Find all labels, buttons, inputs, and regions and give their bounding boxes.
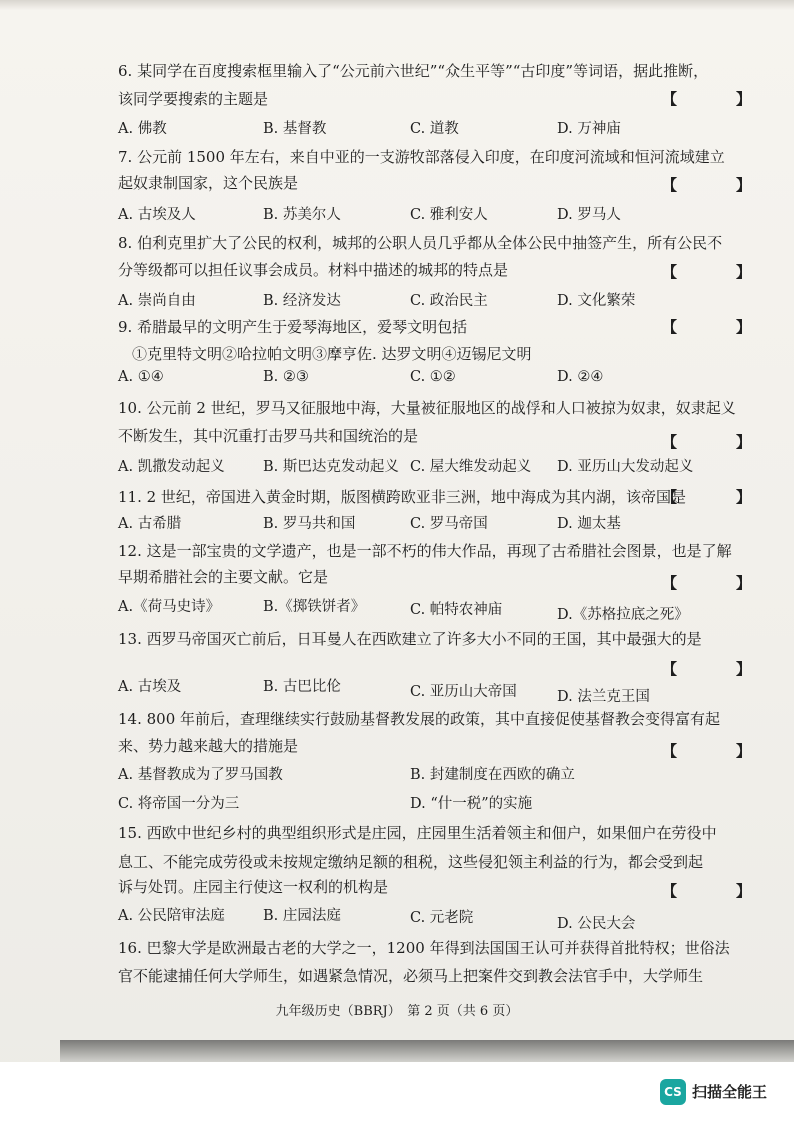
question-10-option-a: A. 凯撒发动起义 [118, 459, 225, 475]
answer-bracket-12: 【 】 [662, 574, 774, 592]
question-8-option-b: B. 经济发达 [263, 293, 341, 309]
question-13-option-a: A. 古埃及 [118, 679, 182, 695]
question-7-option-b: B. 苏美尔人 [263, 207, 341, 223]
question-12-option-c: C. 帕特农神庙 [410, 602, 503, 618]
answer-bracket-14: 【 】 [662, 742, 774, 760]
question-15-line-1: 15. 西欧中世纪乡村的典型组织形式是庄园，庄园里生活着领主和佃户，如果佃户在劳役中 [118, 824, 717, 842]
question-13-line-1: 13. 西罗马帝国灭亡前后，日耳曼人在西欧建立了许多大小不同的王国，其中最强大的是 [118, 630, 702, 648]
answer-bracket-6: 【 】 [662, 90, 774, 108]
question-10-line-2: 不断发生，其中沉重打击罗马共和国统治的是 [118, 427, 419, 445]
question-8-option-a: A. 崇尚自由 [118, 293, 196, 309]
question-6-option-a: A. 佛教 [118, 121, 167, 137]
question-11-option-c: C. 罗马帝国 [410, 516, 488, 532]
question-9-option-a: A. ①④ [118, 369, 164, 385]
question-12-line-1: 12. 这是一部宝贵的文学遗产，也是一部不朽的伟大作品，再现了古希腊社会图景，也是了解 [118, 542, 732, 560]
question-7-option-c: C. 雅利安人 [410, 207, 488, 223]
question-14-line-1: 14. 800 年前后，查理继续实行鼓励基督教发展的政策，其中直接促使基督教会变得富有起 [118, 710, 721, 728]
question-8-option-d: D. 文化繁荣 [557, 293, 636, 309]
question-12-option-d: D.《苏格拉底之死》 [557, 607, 689, 623]
answer-bracket-11: 【 】 [662, 488, 774, 506]
question-8-line-1: 8. 伯利克里扩大了公民的权利，城邦的公职人员几乎都从全体公民中抽签产生，所有公民不 [118, 234, 723, 252]
question-16-line-1: 16. 巴黎大学是欧洲最古老的大学之一，1200 年得到法国国王认可并获得首批特权；世俗法 [118, 939, 730, 957]
question-10-option-d: D. 亚历山大发动起义 [557, 459, 694, 475]
question-12-option-a: A.《荷马史诗》 [118, 599, 221, 615]
question-7-option-d: D. 罗马人 [557, 207, 621, 223]
question-14-line-2: 来、势力越来越大的措施是 [118, 737, 299, 755]
question-11-option-b: B. 罗马共和国 [263, 516, 356, 532]
answer-bracket-13: 【 】 [662, 660, 774, 678]
question-7-line-2: 起奴隶制国家，这个民族是 [118, 174, 299, 192]
question-6-line-2: 该同学要搜索的主题是 [118, 90, 269, 108]
question-15-line-2: 息工、不能完成劳役或未按规定缴纳足额的租税，这些侵犯领主利益的行为，都会受到起 [118, 853, 704, 871]
question-9-option-d: D. ②④ [557, 369, 604, 385]
question-9-option-c: C. ①② [410, 369, 456, 385]
camscanner-app-name: 扫描全能王 [692, 1083, 768, 1101]
question-10-option-c: C. 屋大维发动起义 [410, 459, 532, 475]
question-12-line-2: 早期希腊社会的主要文献。它是 [118, 568, 329, 586]
question-15-option-b: B. 庄园法庭 [263, 908, 341, 924]
scan-edge-shadow [0, 0, 794, 10]
question-13-option-d: D. 法兰克王国 [557, 689, 650, 705]
question-12-option-b: B.《掷铁饼者》 [263, 599, 366, 615]
question-6-option-b: B. 基督教 [263, 121, 327, 137]
question-11-line-1: 11. 2 世纪，帝国进入黄金时期，版图横跨欧亚非三洲，地中海成为其内湖，该帝国是 [118, 488, 686, 506]
question-10-option-b: B. 斯巴达克发动起义 [263, 459, 399, 475]
question-13-option-b: B. 古巴比伦 [263, 679, 341, 695]
question-7-line-1: 7. 公元前 1500 年左右，来自中亚的一支游牧部落侵入印度，在印度河流域和恒河流域建立 [118, 148, 725, 166]
scan-bottom-shadow [60, 1040, 794, 1062]
question-15-line-3: 诉与处罚。庄园主行使这一权利的机构是 [118, 878, 389, 896]
question-6-line-1: 6. 某同学在百度搜索框里输入了“公元前六世纪”“众生平等”“古印度”等词语，据此推断， [118, 62, 709, 80]
question-13-option-c: C. 亚历山大帝国 [410, 684, 517, 700]
question-6-option-c: C. 道教 [410, 121, 459, 137]
question-9-line-2: ①克里特文明②哈拉帕文明③摩亨佐. 达罗文明④迈锡尼文明 [132, 345, 532, 363]
question-8-option-c: C. 政治民主 [410, 293, 488, 309]
question-11-option-a: A. 古希腊 [118, 516, 182, 532]
question-16-line-2: 官不能逮捕任何大学师生，如遇紧急情况，必须马上把案件交到教会法官手中，大学师生 [118, 967, 704, 985]
page-footer: 九年级历史（BBRJ） 第 2 页（共 6 页） [275, 1004, 519, 1019]
question-15-option-c: C. 元老院 [410, 910, 474, 926]
answer-bracket-7: 【 】 [662, 176, 774, 194]
question-10-line-1: 10. 公元前 2 世纪，罗马又征服地中海，大量被征服地区的战俘和人口被掠为奴隶，奴隶起义 [118, 399, 736, 417]
question-9-option-b: B. ②③ [263, 369, 309, 385]
answer-bracket-15: 【 】 [662, 882, 774, 900]
question-7-option-a: A. 古埃及人 [118, 207, 196, 223]
question-14-option-b: B. 封建制度在西欧的确立 [410, 767, 575, 783]
question-15-option-d: D. 公民大会 [557, 916, 636, 932]
answer-bracket-10: 【 】 [662, 433, 774, 451]
question-9-line-1: 9. 希腊最早的文明产生于爱琴海地区，爱琴文明包括 [118, 318, 468, 336]
question-14-option-c: C. 将帝国一分为三 [118, 796, 240, 812]
camscanner-logo-icon: CS [660, 1079, 686, 1105]
question-14-option-a: A. 基督教成为了罗马国教 [118, 767, 283, 783]
answer-bracket-8: 【 】 [662, 263, 774, 281]
question-8-line-2: 分等级都可以担任议事会成员。材料中描述的城邦的特点是 [118, 261, 509, 279]
answer-bracket-9: 【 】 [662, 318, 774, 336]
question-14-option-d: D. “什一税”的实施 [410, 796, 533, 812]
question-11-option-d: D. 迦太基 [557, 516, 621, 532]
question-6-option-d: D. 万神庙 [557, 121, 621, 137]
question-15-option-a: A. 公民陪审法庭 [118, 908, 225, 924]
